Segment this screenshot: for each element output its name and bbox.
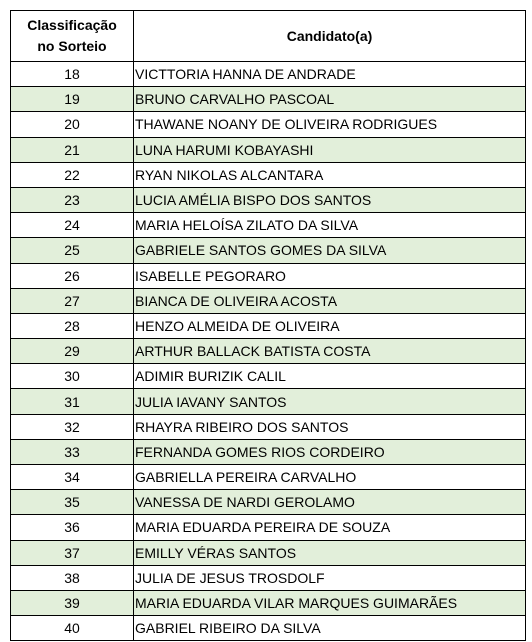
table-row: [11, 238, 526, 263]
rank-cell: 19: [11, 87, 134, 112]
table-row: [11, 465, 526, 490]
rank-cell: 28: [11, 313, 134, 338]
candidate-name-cell: EMILLY VÉRAS SANTOS: [134, 540, 526, 565]
rank-cell: 40: [11, 616, 134, 641]
table-row: [11, 62, 526, 87]
candidate-name-cell: LUCIA AMÉLIA BISPO DOS SANTOS: [134, 187, 526, 212]
table-row: [11, 288, 526, 313]
candidate-name-cell: FERNANDA GOMES RIOS CORDEIRO: [134, 439, 526, 464]
table-row: [11, 515, 526, 540]
table-row: [11, 364, 526, 389]
candidate-name-cell: JULIA DE JESUS TROSDOLF: [134, 565, 526, 590]
candidate-name-cell: MARIA EDUARDA VILAR MARQUES GUIMARÃES: [134, 590, 526, 615]
candidate-name-cell: GABRIELLA PEREIRA CARVALHO: [134, 465, 526, 490]
candidate-name-cell: VANESSA DE NARDI GEROLAMO: [134, 490, 526, 515]
rank-cell: 21: [11, 137, 134, 162]
rank-cell: 30: [11, 364, 134, 389]
candidate-name-cell: MARIA HELOÍSA ZILATO DA SILVA: [134, 213, 526, 238]
candidate-name-cell: MARIA EDUARDA PEREIRA DE SOUZA: [134, 515, 526, 540]
candidate-name-cell: GABRIEL RIBEIRO DA SILVA: [134, 616, 526, 641]
draw-results-table-container: [10, 10, 525, 641]
rank-cell: 23: [11, 187, 134, 212]
candidate-name-cell: VICTTORIA HANNA DE ANDRADE: [134, 62, 526, 87]
rank-cell: 31: [11, 389, 134, 414]
candidate-name-cell: JULIA IAVANY SANTOS: [134, 389, 526, 414]
rank-cell: 24: [11, 213, 134, 238]
rank-cell: 34: [11, 465, 134, 490]
table-row: [11, 565, 526, 590]
table-row: [11, 87, 526, 112]
table-row: [11, 389, 526, 414]
rank-cell: 36: [11, 515, 134, 540]
rank-cell: 22: [11, 162, 134, 187]
candidate-name-cell: HENZO ALMEIDA DE OLIVEIRA: [134, 313, 526, 338]
rank-cell: 37: [11, 540, 134, 565]
header-rank: [11, 11, 134, 62]
candidate-name-cell: GABRIELE SANTOS GOMES DA SILVA: [134, 238, 526, 263]
candidate-name-cell: RYAN NIKOLAS ALCANTARA: [134, 162, 526, 187]
table-row: [11, 490, 526, 515]
candidate-name-cell: RHAYRA RIBEIRO DOS SANTOS: [134, 414, 526, 439]
rank-cell: 39: [11, 590, 134, 615]
table-row: [11, 263, 526, 288]
table-row: [11, 590, 526, 615]
table-row: [11, 112, 526, 137]
header-candidate: Candidato(a): [134, 11, 526, 62]
table-header: [11, 11, 526, 62]
header-rank-line1: Classificação: [27, 17, 117, 33]
candidate-name-cell: ISABELLE PEGORARO: [134, 263, 526, 288]
table-row: [11, 616, 526, 641]
table-row: [11, 162, 526, 187]
table-row: [11, 414, 526, 439]
rank-cell: 29: [11, 339, 134, 364]
candidate-name-cell: THAWANE NOANY DE OLIVEIRA RODRIGUES: [134, 112, 526, 137]
table-row: [11, 137, 526, 162]
table-row: [11, 540, 526, 565]
table-row: [11, 187, 526, 212]
table-row: [11, 313, 526, 338]
candidate-name-cell: BRUNO CARVALHO PASCOAL: [134, 87, 526, 112]
rank-cell: 35: [11, 490, 134, 515]
table-body: [11, 62, 526, 641]
table-row: [11, 339, 526, 364]
rank-cell: 26: [11, 263, 134, 288]
candidate-name-cell: ARTHUR BALLACK BATISTA COSTA: [134, 339, 526, 364]
rank-cell: 27: [11, 288, 134, 313]
candidate-name-cell: ADIMIR BURIZIK CALIL: [134, 364, 526, 389]
header-row: [11, 11, 526, 62]
rank-cell: 18: [11, 62, 134, 87]
candidate-name-cell: LUNA HARUMI KOBAYASHI: [134, 137, 526, 162]
rank-cell: 25: [11, 238, 134, 263]
table-row: [11, 439, 526, 464]
rank-cell: 38: [11, 565, 134, 590]
rank-cell: 20: [11, 112, 134, 137]
candidate-name-cell: BIANCA DE OLIVEIRA ACOSTA: [134, 288, 526, 313]
rank-cell: 32: [11, 414, 134, 439]
table-row: [11, 213, 526, 238]
rank-cell: 33: [11, 439, 134, 464]
header-rank-line2: no Sorteio: [37, 38, 107, 54]
draw-results-table: [10, 10, 526, 641]
